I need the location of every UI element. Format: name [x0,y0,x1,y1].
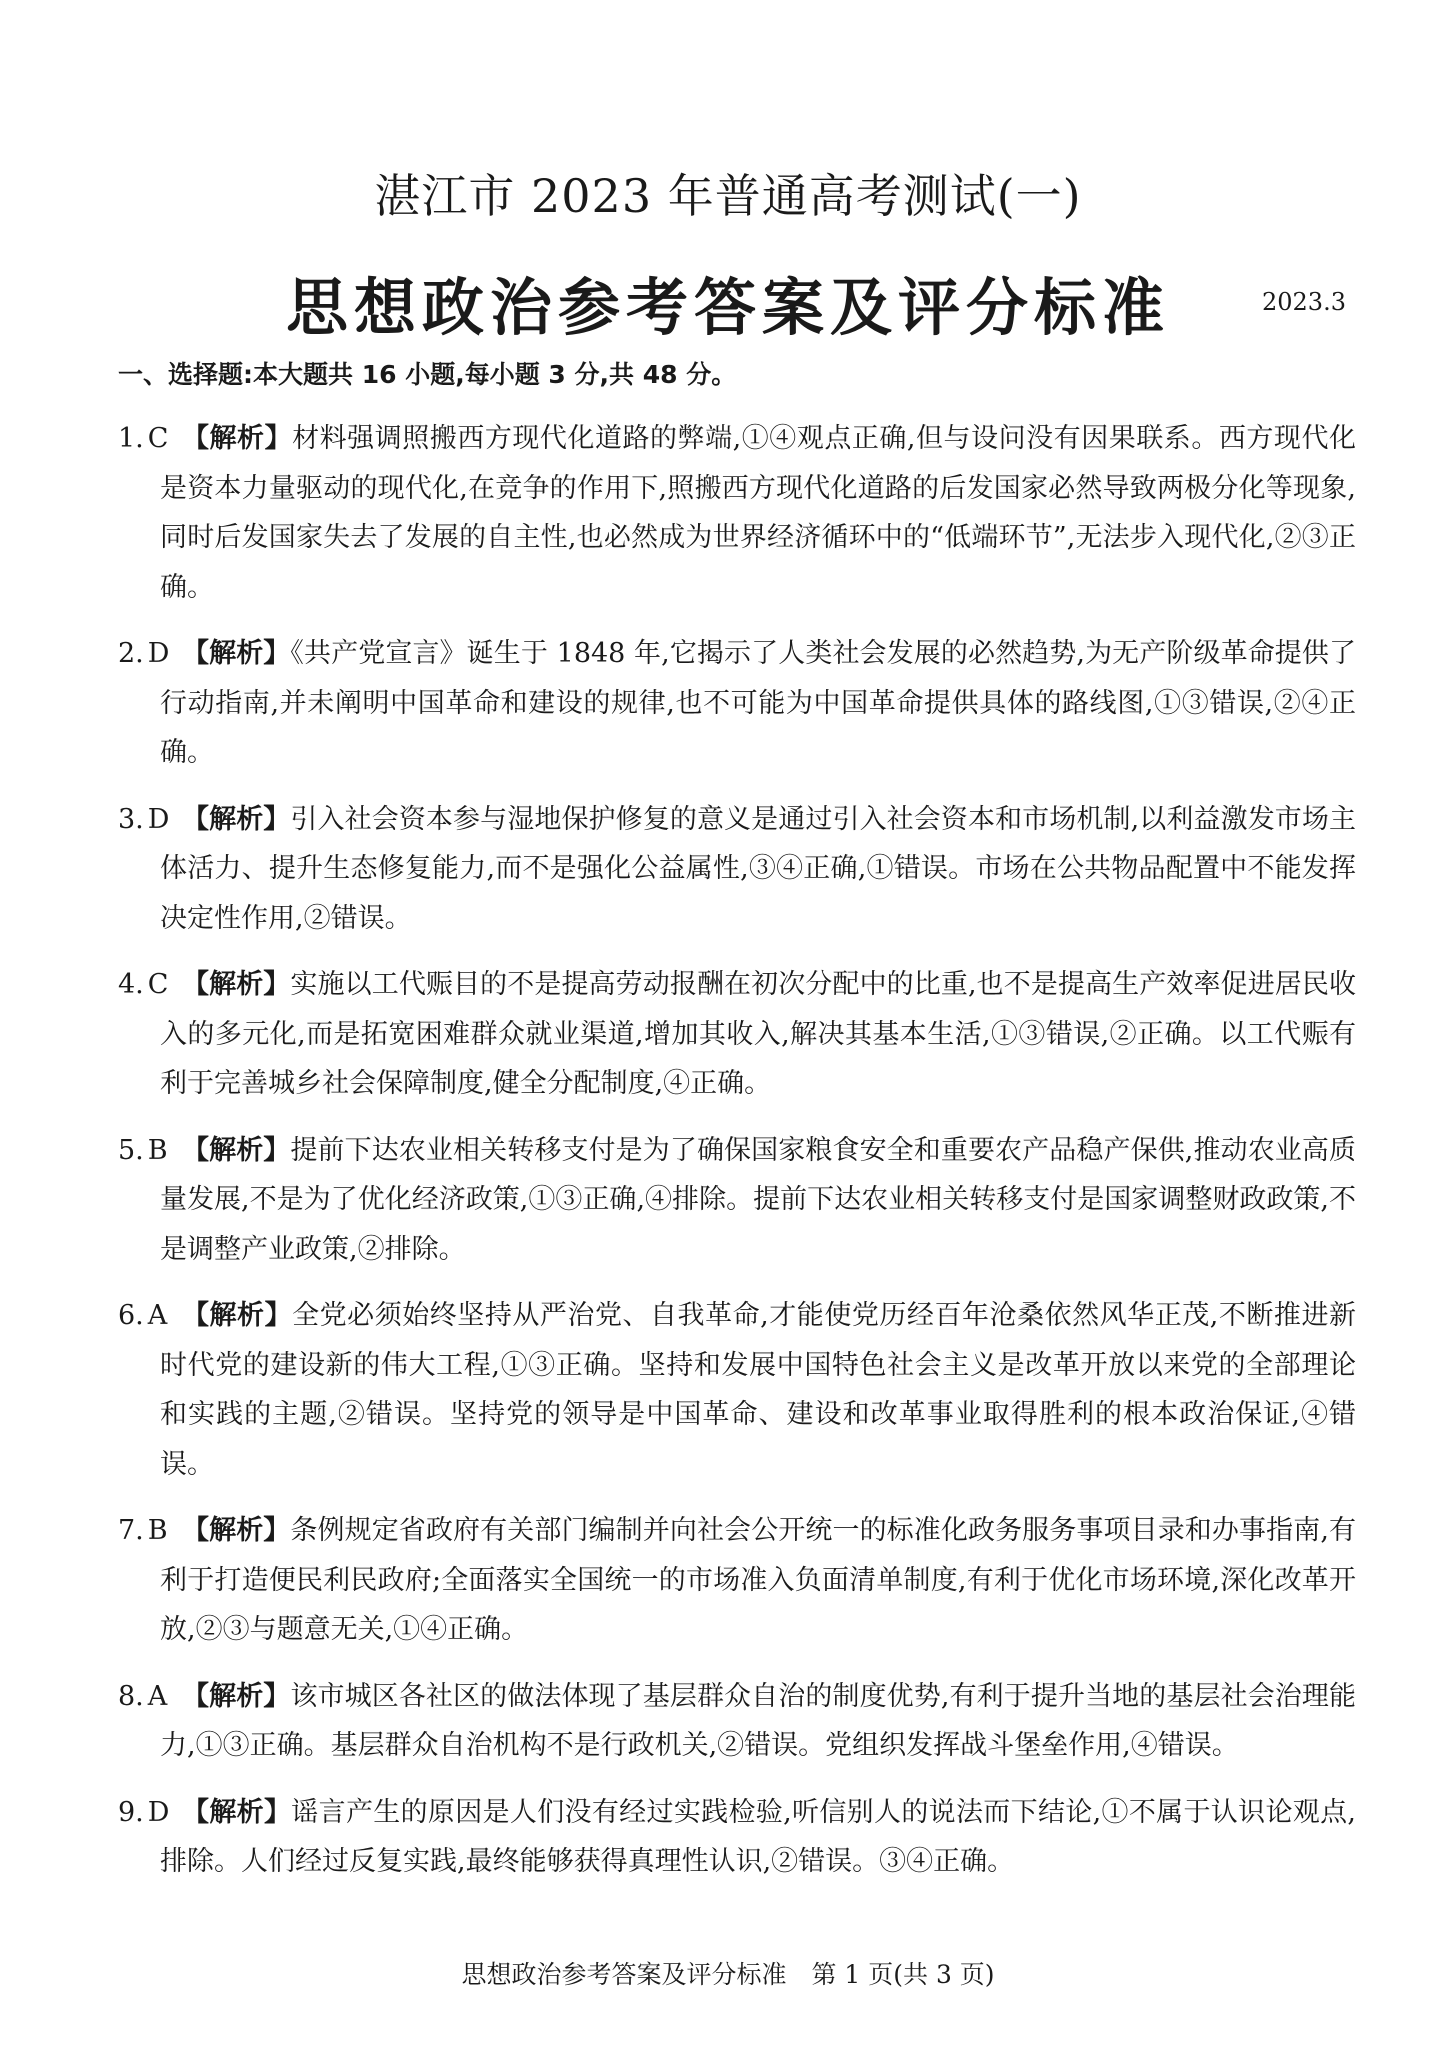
item-number: 4. C [118,969,169,1000]
item-answer: C [147,969,169,1000]
analysis-tag: 【解析】 [182,803,291,835]
document-date: 2023.3 [1262,288,1346,316]
item-explanation: 引入社会资本参与湿地保护修复的意义是通过引入社会资本和市场机制,以利益激发市场主体活力、提升生态修复能力,而不是强化公益属性,③④正确,①错误。市场在公共物品配置中不能发挥决定性作用,②错误。 [160,803,1356,934]
page-footer: 思想政治参考答案及评分标准 第 1 页(共 3 页) [461,1960,995,1989]
item-number: 2. D [118,638,170,669]
answer-item-1 [118,414,1356,612]
item-answer: D [147,1796,170,1828]
analysis-tag: 【解析】 [182,1680,291,1712]
answer-item-9 [118,1788,1356,1887]
exam-title: 湛江市 2023 年普通高考测试(一) [374,169,1082,223]
analysis-tag: 【解析】 [182,1300,293,1331]
answer-list [118,414,1356,1904]
item-explanation: 材料强调照搬西方现代化道路的弊端,①④观点正确,但与设问没有因果联系。西方现代化是资本力量驱动的现代化,在竞争的作用下,照搬西方现代化道路的后发国家必然导致两极分化等现象,同时后发国家失去了发展的自主性,也必然成为世界经济循环中的“低端环节”,无法步入现代化,②③正确。 [160,423,1356,603]
answer-item-8 [118,1672,1356,1771]
item-number: 1. C [118,423,169,454]
item-number: 6. A [118,1300,168,1331]
item-explanation: 全党必须始终坚持从严治党、自我革命,才能使党历经百年沧桑依然风华正茂,不断推进新时代党的建设新的伟大工程,①③正确。坚持和发展中国特色社会主义是改革开放以来党的全部理论和实践的主题,②错误。坚持党的领导是中国革命、建设和改革事业取得胜利的根本政治保证,④错误。 [160,1300,1356,1480]
item-explanation: 实施以工代赈目的不是提高劳动报酬在初次分配中的比重,也不是提高生产效率促进居民收入的多元化,而是拓宽困难群众就业渠道,增加其收入,解决其基本生活,①③错误,②正确。以工代赈有利于完善城乡社会保障制度,健全分配制度,④正确。 [160,969,1356,1099]
item-answer: B [147,1134,168,1166]
item-number: 3. D [118,803,170,835]
item-number: 7. B [118,1515,168,1546]
analysis-tag: 【解析】 [182,1796,292,1828]
item-answer: C [147,423,169,454]
page-title: 思想政治参考答案及评分标准 [285,271,1170,344]
item-explanation: 该市城区各社区的做法体现了基层群众自治的制度优势,有利于提升当地的基层社会治理能力,①③正确。基层群众自治机构不是行政机关,②错误。党组织发挥战斗堡垒作用,④错误。 [160,1680,1356,1761]
item-explanation: 提前下达农业相关转移支付是为了确保国家粮食安全和重要农产品稳产保供,推动农业高质量发展,不是为了优化经济政策,①③正确,④排除。提前下达农业相关转移支付是国家调整财政政策,不是调整产业政策,②排除。 [160,1134,1356,1265]
analysis-tag: 【解析】 [182,423,293,454]
item-answer: B [147,1515,168,1546]
answer-item-6 [118,1291,1356,1489]
answer-item-3 [118,795,1356,944]
item-explanation: 谣言产生的原因是人们没有经过实践检验,听信别人的说法而下结论,①不属于认识论观点,排除。人们经过反复实践,最终能够获得真理性认识,②错误。③④正确。 [160,1796,1356,1877]
item-answer: A [147,1680,168,1712]
item-number: 5. B [118,1134,168,1166]
answer-item-4 [118,960,1356,1109]
section-heading: 一、选择题:本大题共 16 小题,每小题 3 分,共 48 分。 [118,360,737,389]
answer-item-2 [118,629,1356,778]
item-answer: A [147,1300,168,1331]
item-answer: D [147,638,170,669]
analysis-tag: 【解析】 [182,1134,291,1166]
item-number: 8. A [118,1680,168,1712]
answer-item-7 [118,1506,1356,1655]
analysis-tag: 【解析】 [182,638,291,669]
answer-item-5 [118,1126,1356,1275]
item-explanation: 《共产党宣言》诞生于 1848 年,它揭示了人类社会发展的必然趋势,为无产阶级革命提供了行动指南,并未阐明中国革命和建设的规律,也不可能为中国革命提供具体的路线图,①③错误,②④正确。 [160,638,1357,768]
item-explanation: 条例规定省政府有关部门编制并向社会公开统一的标准化政务服务事项目录和办事指南,有利于打造便民利民政府;全面落实全国统一的市场准入负面清单制度,有利于优化市场环境,深化改革开放,②③与题意无关,①④正确。 [160,1515,1356,1645]
analysis-tag: 【解析】 [182,969,291,1000]
item-answer: D [147,803,170,835]
item-number: 9. D [118,1796,170,1828]
analysis-tag: 【解析】 [182,1515,291,1546]
